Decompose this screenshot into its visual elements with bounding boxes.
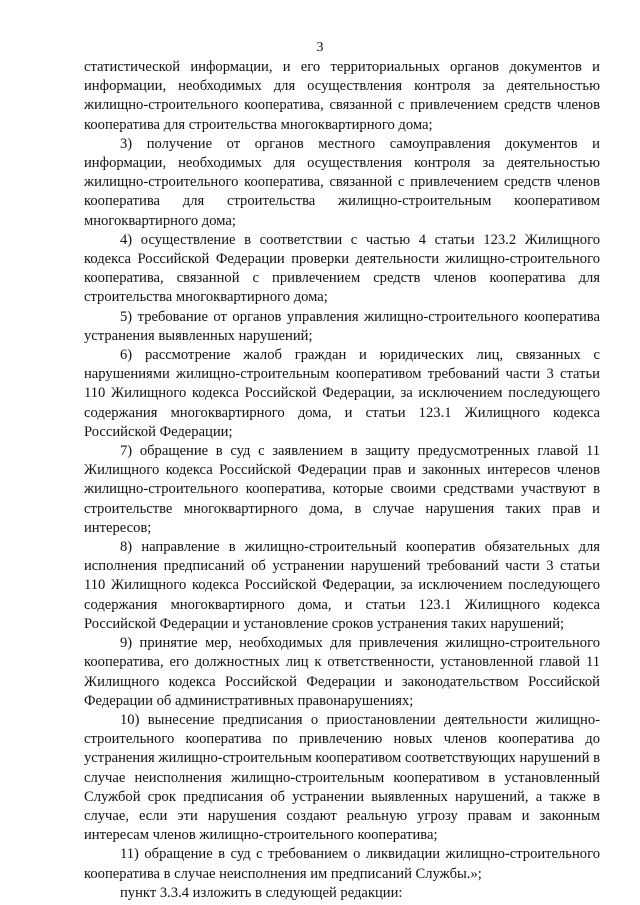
list-item-7: 7) обращение в суд с заявлением в защиту предусмотренных главой 11 Жилищного кодекса Российской Федерации прав и законных интересов членов жилищно-строительного кооператива, которые своими средствами участвуют в строительстве многоквартирного дома, в случае нарушения таких прав и интересов; bbox=[84, 443, 600, 536]
list-item-4: 4) осуществление в соответствии с частью 4 статьи 123.2 Жилищного кодекса Российской Федерации проверки деятельности жилищно-строительного кооператива, связанной с привлечением средств членов кооператива для строительства многоквартирного дома; bbox=[84, 231, 600, 306]
list-item-8: 8) направление в жилищно-строительный кооператив обязательных для исполнения предписаний об устранении нарушений требований части 3 статьи 110 Жилищного кодекса Российской Федерации, за исключением последующего содержания многоквартирного дома, и статьи 123.1 Жилищного кодекса Российской Федерации и установление сроков устранения таких нарушений; bbox=[84, 539, 600, 632]
list-item-5: 5) требование от органов управления жилищно-строительного кооператива устранения выявленных нарушений; bbox=[84, 308, 600, 344]
page-number: 3 bbox=[316, 40, 324, 55]
list-item-6: 6) рассмотрение жалоб граждан и юридических лиц, связанных с нарушениями жилищно-строительным кооперативом требований части 3 статьи 110 Жилищного кодекса Российской Федерации, за исключением последующего содержания многоквартирного дома, и статьи 123.1 Жилищного кодекса Российской Федерации; bbox=[84, 347, 600, 440]
amendment-instruction: пункт 3.3.4 изложить в следующей редакции: bbox=[120, 884, 403, 901]
list-item-10: 10) вынесение предписания о приостановлении деятельности жилищно-строительного кооператива по привлечению новых членов кооператива до устранения жилищно-строительным кооперативом соответствующих нарушений в случае неисполнения жилищно-строительным кооперативом в установленный Службой срок предписания об устранении выявленных нарушений, а также в случае, если эти нарушения создают реальную угрозу правам и законным интересам членов жилищно-строительного кооператива; bbox=[84, 711, 600, 844]
document-body bbox=[84, 58, 600, 903]
list-item-11: 11) обращение в суд с требованием о ликвидации жилищно-строительного кооператива в случае неисполнения им предписаний Службы.»; bbox=[84, 846, 600, 882]
list-item-3: 3) получение от органов местного самоуправления документов и информации, необходимых для осуществления контроля за деятельностью жилищно-строительного кооператива, связанной с привлечением средств членов кооператива для строительства жилищно-строительным кооперативом многоквартирного дома; bbox=[84, 135, 600, 229]
list-item-9: 9) принятие мер, необходимых для привлечения жилищно-строительного кооператива, его должностных лиц к ответственности, установленной главой 11 Жилищного кодекса Российской Федерации и законодательством Российской Федерации об административных правонарушениях; bbox=[84, 635, 600, 709]
paragraph-continuation: статистической информации, и его территориальных органов документов и информации, необходимых для осуществления контроля за деятельностью жилищно-строительного кооператива, связанной с привлечением средств членов кооператива для строительства многоквартирного дома; bbox=[84, 59, 600, 133]
